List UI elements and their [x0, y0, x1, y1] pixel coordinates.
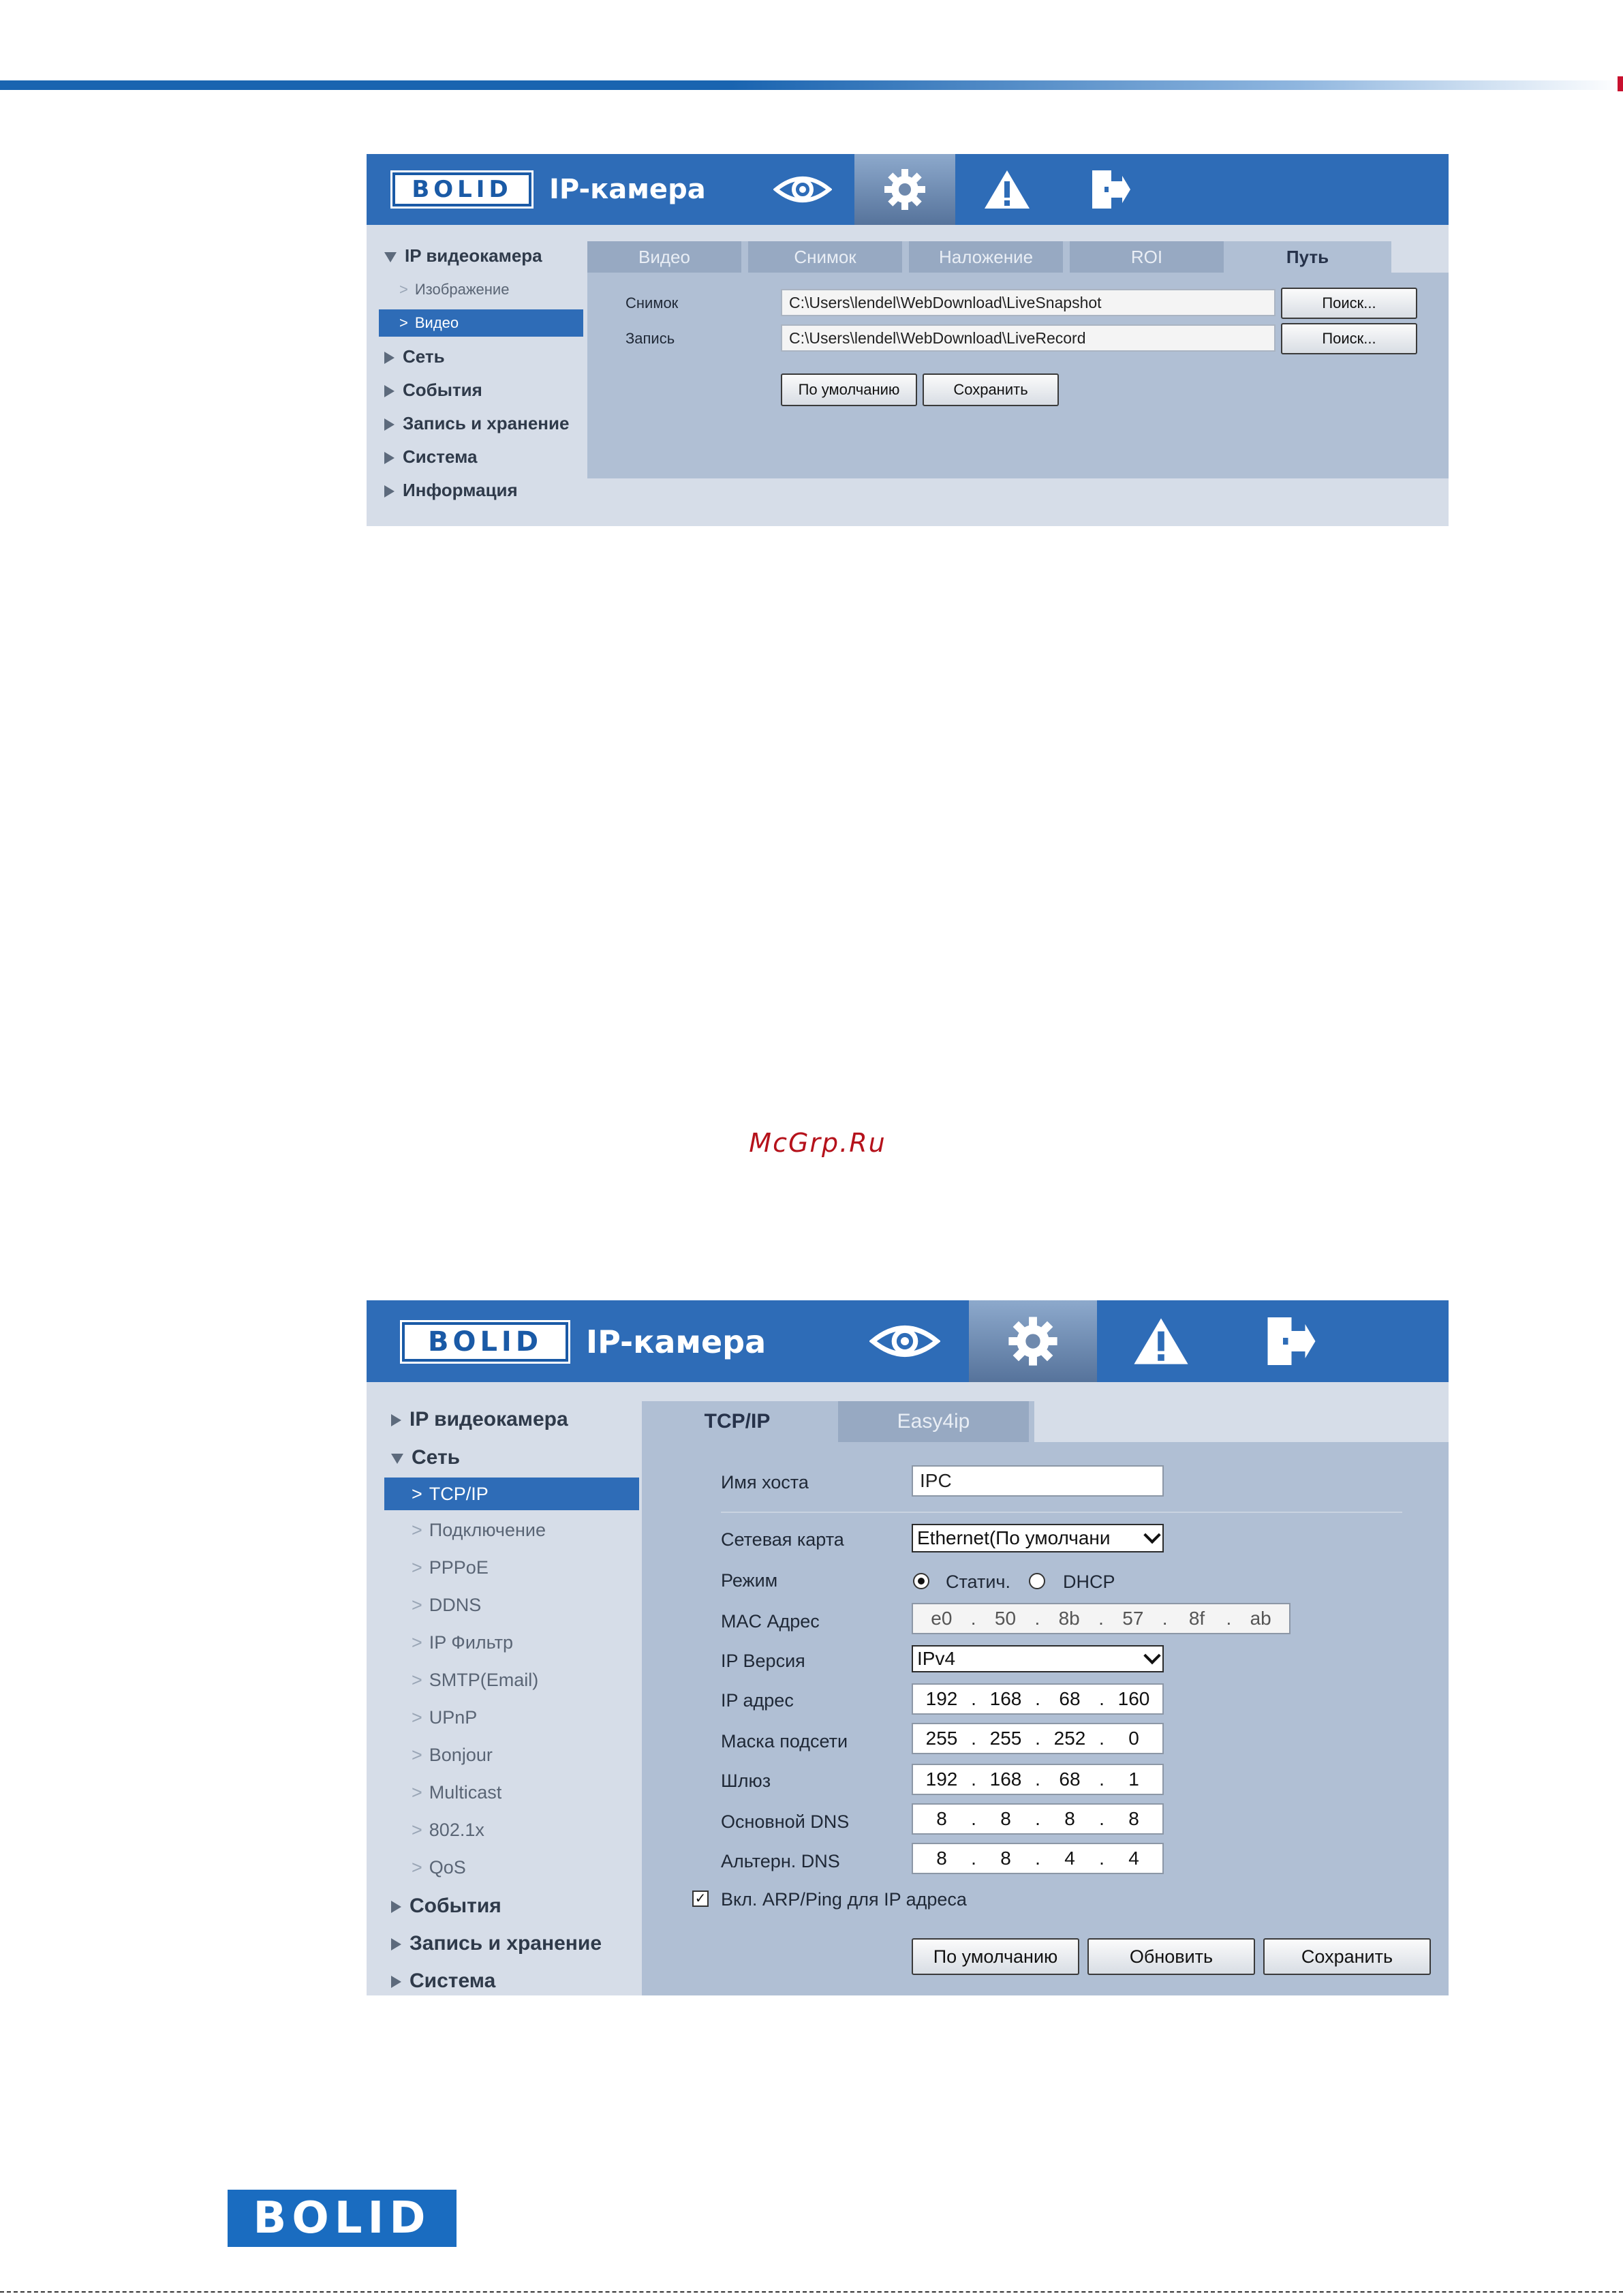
- mode-dhcp-label: DHCP: [1063, 1572, 1115, 1592]
- sidebar-item-ip-camera[interactable]: IP видеокамера: [384, 245, 542, 266]
- chevron-right-icon: >: [412, 1670, 422, 1690]
- nic-select[interactable]: Ethernet(По умолчани: [912, 1524, 1164, 1552]
- snapshot-browse-button[interactable]: Поиск...: [1281, 288, 1417, 319]
- brand-logo: [392, 170, 706, 209]
- app-header: [367, 154, 1449, 225]
- alt-dns-field[interactable]: 8 . 8 . 4 . 4: [912, 1843, 1164, 1874]
- sidebar-item-info[interactable]: Информация: [384, 480, 518, 501]
- chevron-right-icon: >: [412, 1595, 422, 1615]
- content-panel: [587, 241, 1449, 478]
- sidebar: [367, 225, 586, 526]
- brand-logo: [402, 1321, 766, 1363]
- mode-static-label: Статич.: [946, 1572, 1011, 1592]
- mode-static-radio[interactable]: [913, 1573, 929, 1589]
- sidebar-item-pppoe[interactable]: > PPPoE: [412, 1557, 489, 1578]
- dns2-label: Альтерн. DNS: [721, 1851, 840, 1871]
- sidebar: [367, 1382, 640, 1995]
- default-button[interactable]: По умолчанию: [912, 1938, 1079, 1975]
- expand-right-icon: [384, 452, 395, 464]
- expand-right-icon: [391, 1414, 401, 1426]
- sidebar-item-ip-filter[interactable]: > IP Фильтр: [412, 1632, 514, 1653]
- dns1-label: Основной DNS: [721, 1811, 850, 1832]
- gateway-field[interactable]: 192 . 168 . 68 . 1: [912, 1764, 1164, 1795]
- watermark: McGrp.Ru: [749, 1128, 886, 1158]
- sidebar-item-events[interactable]: События: [391, 1895, 501, 1918]
- sidebar-item-smtp[interactable]: > SMTP(Email): [412, 1670, 539, 1690]
- mask-label: Маска подсети: [721, 1731, 848, 1751]
- eye-icon[interactable]: [762, 154, 844, 225]
- mac-field: e0 . 50 . 8b . 57 . 8f . ab: [912, 1603, 1290, 1634]
- hostname-input[interactable]: IPC: [912, 1465, 1164, 1497]
- chevron-right-icon: >: [412, 1520, 422, 1540]
- tab-path[interactable]: Путь: [1231, 241, 1385, 273]
- snapshot-path-field[interactable]: C:\Users\lendel\WebDownload\LiveSnapshot: [781, 289, 1276, 316]
- footer-line: [0, 2291, 1623, 2293]
- expand-right-icon: [391, 1976, 401, 1988]
- primary-dns-field[interactable]: 8 . 8 . 8 . 8: [912, 1803, 1164, 1835]
- sidebar-item-upnp[interactable]: > UPnP: [412, 1707, 478, 1728]
- record-browse-button[interactable]: Поиск...: [1281, 323, 1417, 354]
- app-title: IP-камера: [549, 174, 706, 205]
- content-panel: [642, 1401, 1449, 1995]
- tab-filler: [1034, 1401, 1449, 1442]
- app-title: IP-камера: [586, 1323, 767, 1360]
- sidebar-item-system[interactable]: Система: [391, 1970, 495, 1993]
- gateway-label: Шлюз: [721, 1771, 771, 1791]
- top-red-mark: [1618, 76, 1623, 91]
- sidebar-item-storage[interactable]: Запись и хранение: [384, 413, 569, 434]
- screenshot-tcpip: [367, 1300, 1449, 1995]
- divider: [721, 1512, 1402, 1513]
- tab-easy4ip[interactable]: Easy4ip: [838, 1401, 1029, 1442]
- gear-icon[interactable]: [969, 1300, 1097, 1382]
- chevron-right-icon: >: [399, 314, 408, 331]
- chevron-right-icon: >: [412, 1820, 422, 1840]
- sidebar-item-storage[interactable]: Запись и хранение: [391, 1932, 602, 1955]
- sidebar-item-ddns[interactable]: > DDNS: [412, 1595, 482, 1615]
- expand-right-icon: [384, 352, 395, 364]
- expand-down-icon: [391, 1454, 403, 1464]
- chevron-right-icon: >: [412, 1782, 422, 1803]
- footer-bolid-logo: BOLID: [228, 2190, 457, 2247]
- expand-down-icon: [384, 252, 397, 262]
- chevron-right-icon: >: [412, 1857, 422, 1878]
- subnet-mask-field[interactable]: 255 . 255 . 252 . 0: [912, 1723, 1164, 1754]
- sidebar-item-video[interactable]: > Видео: [379, 309, 583, 337]
- chevron-right-icon: >: [412, 1557, 422, 1578]
- hostname-label: Имя хоста: [721, 1472, 809, 1493]
- arp-ping-checkbox[interactable]: ✓: [692, 1891, 709, 1907]
- save-button[interactable]: Сохранить: [923, 373, 1059, 406]
- chevron-right-icon: >: [412, 1745, 422, 1765]
- chevron-down-icon: [1143, 1527, 1160, 1544]
- chevron-right-icon: >: [412, 1707, 422, 1728]
- expand-right-icon: [391, 1938, 401, 1950]
- sidebar-item-network[interactable]: Сеть: [391, 1446, 460, 1469]
- expand-right-icon: [391, 1901, 401, 1913]
- gear-icon[interactable]: [854, 154, 955, 225]
- sidebar-item-8021x[interactable]: > 802.1x: [412, 1820, 484, 1840]
- save-button[interactable]: Сохранить: [1263, 1938, 1431, 1975]
- ipver-label: IP Версия: [721, 1651, 805, 1671]
- nic-label: Сетевая карта: [721, 1529, 844, 1550]
- ip-label: IP адрес: [721, 1690, 794, 1711]
- top-accent-bar: [0, 80, 1623, 90]
- sidebar-item-system[interactable]: Система: [384, 446, 477, 468]
- warning-icon[interactable]: [966, 154, 1048, 225]
- screenshot-video-path: [367, 154, 1449, 526]
- tab-snapshot[interactable]: Снимок: [748, 241, 902, 273]
- logout-icon[interactable]: [1072, 154, 1147, 225]
- sidebar-item-image[interactable]: > Изображение: [399, 281, 510, 298]
- ip-address-field[interactable]: 192 . 168 . 68 . 160: [912, 1683, 1164, 1715]
- record-path-field[interactable]: C:\Users\lendel\WebDownload\LiveRecord: [781, 324, 1276, 352]
- chevron-right-icon: >: [412, 1484, 422, 1504]
- sidebar-item-network[interactable]: Сеть: [384, 346, 445, 367]
- default-button[interactable]: По умолчанию: [781, 373, 917, 406]
- mac-label: MAC Адрес: [721, 1611, 820, 1632]
- sidebar-item-events[interactable]: События: [384, 380, 482, 401]
- refresh-button[interactable]: Обновить: [1087, 1938, 1255, 1975]
- sidebar-item-ip-camera[interactable]: IP видеокамера: [391, 1408, 568, 1431]
- sidebar-item-connection[interactable]: > Подключение: [412, 1520, 546, 1540]
- bolid-logo: BOLID: [402, 1322, 568, 1362]
- ipver-select[interactable]: IPv4: [912, 1645, 1164, 1672]
- tab-video[interactable]: Видео: [587, 241, 741, 273]
- sidebar-item-qos[interactable]: > QoS: [412, 1857, 466, 1878]
- bolid-logo: BOLID: [392, 172, 531, 206]
- chevron-right-icon: >: [412, 1632, 422, 1653]
- tab-roi[interactable]: ROI: [1070, 241, 1224, 273]
- tab-tcpip[interactable]: TCP/IP: [642, 1401, 833, 1442]
- expand-right-icon: [384, 485, 395, 498]
- chevron-down-icon: [1143, 1647, 1160, 1664]
- eye-icon[interactable]: [857, 1300, 953, 1382]
- chevron-right-icon: >: [399, 281, 408, 298]
- sidebar-item-bonjour[interactable]: > Bonjour: [412, 1745, 493, 1765]
- tab-filler: [1391, 241, 1449, 273]
- warning-icon[interactable]: [1113, 1300, 1209, 1382]
- logout-icon[interactable]: [1246, 1300, 1334, 1382]
- record-path-label: Запись: [625, 330, 675, 347]
- sidebar-item-tcpip[interactable]: > TCP/IP: [384, 1478, 639, 1510]
- expand-right-icon: [384, 385, 395, 397]
- arp-ping-label: Вкл. ARP/Ping для IP адреса: [721, 1889, 967, 1910]
- expand-right-icon: [384, 418, 395, 431]
- snapshot-path-label: Снимок: [625, 294, 679, 311]
- app-header: [367, 1300, 1449, 1382]
- mode-dhcp-radio[interactable]: [1029, 1573, 1045, 1589]
- sidebar-item-multicast[interactable]: > Multicast: [412, 1782, 502, 1803]
- tab-overlay[interactable]: Наложение: [909, 241, 1063, 273]
- mode-label: Режим: [721, 1570, 778, 1591]
